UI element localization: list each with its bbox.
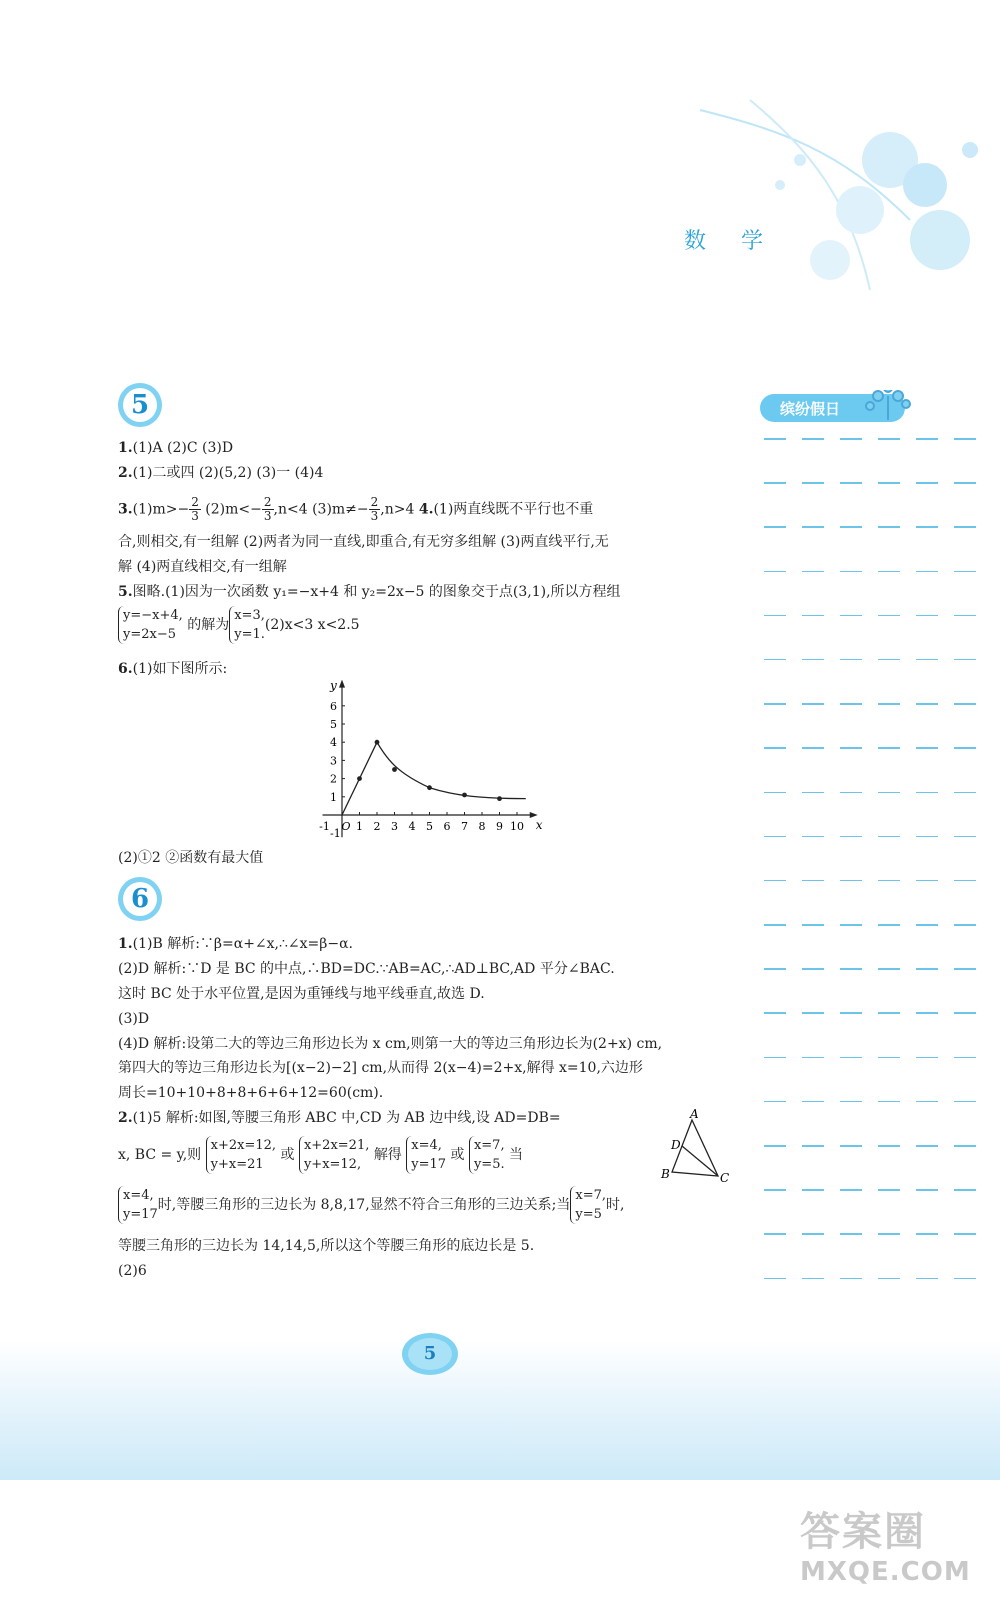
s6-l10: x=4, y=17时,等腰三角形的三边长为 8,8,17,显然不符合三角形的三边关系;当x=7, y=5时, (118, 1186, 624, 1224)
y-tick-label: 3 (330, 754, 337, 768)
x-tick-label: 10 (510, 820, 524, 833)
y-tick-label: 1 (330, 790, 337, 804)
x-axis-label: x (535, 818, 543, 832)
floral-decoration-icon (690, 90, 1000, 340)
sidebar-tag-banner (760, 390, 918, 426)
s5-q5: 5.图略.(1)因为一次函数 y₁=−x+4 和 y₂=2x−5 的图象交于点(3,1),所以方程组 (118, 584, 621, 600)
function-graph (300, 680, 550, 840)
s5-q5-systems: y=−x+4, y=2x−5 的解为x=3, y=1.(2)x<3 x<2.5 (118, 606, 360, 644)
s6-l8: 2.(1)5 解析:如图,等腰三角形 ABC 中,CD 为 AB 边中线,设 AD=DB= (118, 1110, 561, 1126)
y-axis-arrow (339, 680, 345, 688)
s6-l12: (2)6 (118, 1263, 147, 1279)
sidebar-tag-text: 缤纷假日 (780, 400, 841, 418)
y-tick-label: 6 (330, 699, 337, 713)
x-tick-label: 7 (461, 820, 468, 833)
y-tick-label: 4 (330, 736, 337, 750)
s6-l7: 周长=10+10+8+8+6+6+12=60(cm). (118, 1085, 384, 1101)
s6-l4: (3)D (118, 1011, 150, 1027)
s6-l11: 等腰三角形的三边长为 14,14,5,所以这个等腰三角形的底边长是 5. (118, 1238, 535, 1254)
page-number: 5 (423, 1343, 437, 1364)
x-tick-label: 6 (443, 820, 451, 833)
s5-line2: 合,则相交,有一组解 (2)两者为同一直线,即重合,有无穷多组解 (3)两直线平行,无 (118, 534, 609, 550)
section-badge-5 (115, 380, 165, 430)
section-badge-number: 6 (130, 884, 150, 914)
note-lines (764, 438, 978, 1322)
x-tick-label: 2 (373, 820, 381, 833)
x-tick-label: -1 (319, 820, 330, 833)
x-tick-label: 1 (356, 820, 363, 833)
watermark (800, 1500, 971, 1587)
data-point (462, 793, 467, 798)
s5-q2: 2.(1)二或四 (2)(5,2) (3)一 (4)4 (118, 465, 324, 481)
triangle-figure (660, 1108, 740, 1186)
triangle-label-c: C (720, 1171, 730, 1185)
data-point (375, 740, 380, 745)
data-point (392, 767, 397, 772)
x-tick-label: 9 (496, 820, 503, 833)
s6-l2: (2)D 解析:∵D 是 BC 的中点,∴BD=DC.∵AB=AC,∴AD⊥BC,AD 平分∠BAC. (118, 961, 615, 977)
data-point (427, 785, 432, 790)
y-axis-label: y (330, 680, 337, 693)
s5-q6: 6.(1)如下图所示: (118, 661, 228, 677)
triangle-label-a: A (690, 1108, 699, 1121)
x-tick-label: 3 (391, 820, 398, 833)
data-point (497, 796, 502, 801)
x-tick-label: O (341, 820, 351, 833)
watermark-url: MXQE.COM (800, 1557, 971, 1587)
s6-l6: 第四大的等边三角形边长为[(x−2)−2] cm,从而得 2(x−4)=2+x,解得 x=10,六边形 (118, 1060, 643, 1076)
x-tick-label: 4 (408, 820, 416, 833)
s5-q6-part2: (2)①2 ②函数有最大值 (118, 850, 264, 866)
triangle-label-b: B (661, 1167, 670, 1181)
subject-title: 数 学 (684, 229, 777, 254)
data-point (357, 776, 362, 781)
s6-l1: 1.(1)B 解析:∵β=α+∠x,∴∠x=β−α. (118, 936, 353, 952)
section-badge-6 (115, 874, 165, 924)
bottom-gradient-band (0, 1340, 1000, 1480)
s6-l3: 这时 BC 处于水平位置,是因为重锤线与地平线垂直,故选 D. (118, 986, 485, 1002)
s5-q3: 3.(1)m>− $\frac{2}{3}$ (2)m<− $\frac{2}{3}$ ,n<4 (3)m≠− $\frac{2}{3}$ ,n>4 4.(1)两直线既不平行也不重 (118, 495, 594, 523)
series-line (342, 742, 526, 815)
x-tick-label: 8 (478, 820, 486, 833)
triangle-label-d: D (671, 1138, 681, 1152)
page-number-badge (400, 1330, 460, 1378)
s5-line3: 解 (4)两直线相交,有一组解 (118, 559, 287, 575)
watermark-logo: 答案圈 (800, 1509, 926, 1555)
x-tick-label: 5 (426, 820, 433, 833)
s6-l5: (4)D 解析:设第二大的等边三角形边长为 x cm,则第一大的等边三角形边长为(2+x) cm, (118, 1036, 663, 1052)
s6-l9: x, BC = y,则 x+2x=12, y+x=21 或 x+2x=21, y+x=12, 解得 x=4, y=17 或 x=7, y=5. 当 (118, 1138, 524, 1172)
y-tick-label: 2 (330, 772, 337, 786)
section-badge-number: 5 (130, 390, 150, 420)
y-tick-label-neg: -1 (330, 827, 341, 840)
s5-q1: 1.(1)A (2)C (3)D (118, 440, 234, 456)
y-tick-label: 5 (330, 718, 337, 731)
